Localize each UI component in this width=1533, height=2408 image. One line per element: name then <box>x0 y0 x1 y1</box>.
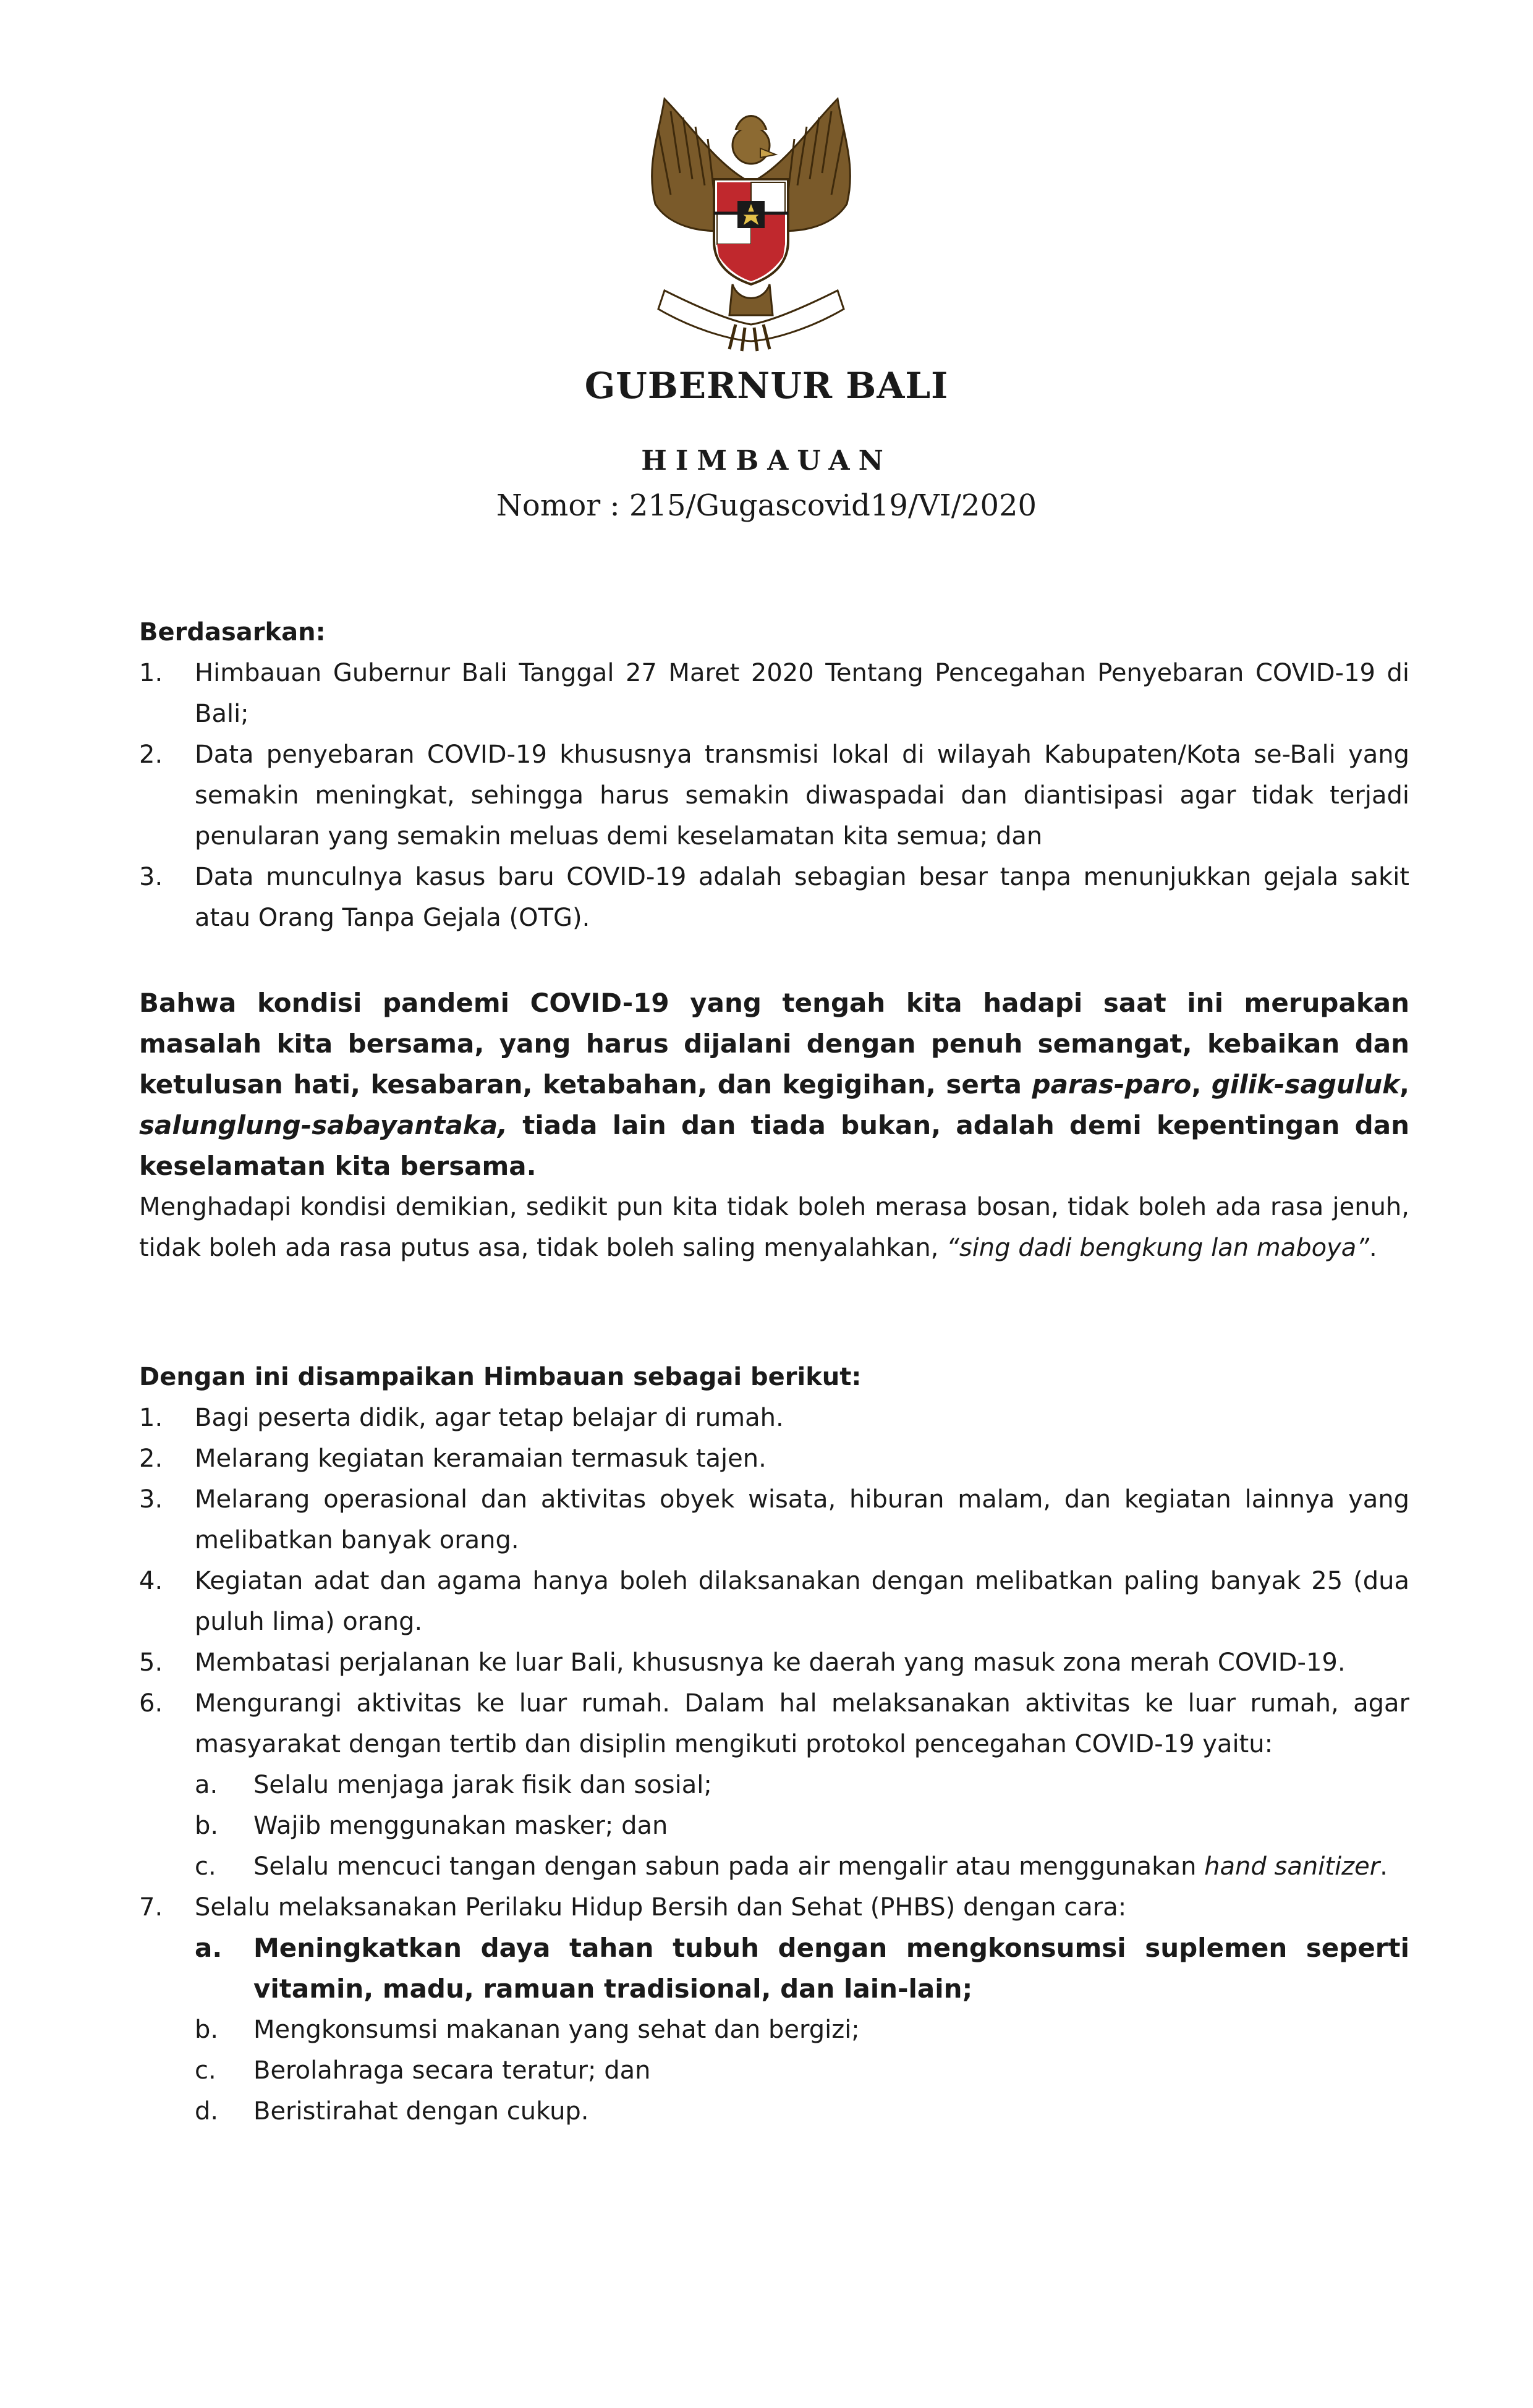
item-number: 6. <box>139 1689 163 1718</box>
sublist-item <box>195 1928 1409 2009</box>
sub-item-text: Meningkatkan daya tahan tubuh dengan mengkonsumsi suplemen seperti vitamin, madu, ramuan tradisional, dan lain-lain; <box>253 1933 1409 2004</box>
sublist-item <box>195 1846 1409 1887</box>
item-text: Melarang operasional dan aktivitas obyek wisata, hiburan malam, dan kegiatan lainnya yang melibatkan banyak orang. <box>195 1485 1409 1554</box>
item-number: 7. <box>139 1893 163 1922</box>
basis-heading: Berdasarkan: <box>139 618 326 647</box>
list-item <box>139 1683 1409 1887</box>
list-item <box>139 653 1409 734</box>
statement-italic: gilik-saguluk <box>1211 1069 1400 1100</box>
statement-paragraph <box>139 983 1409 1187</box>
garuda-emblem-icon <box>621 87 881 352</box>
list-item <box>139 857 1409 938</box>
list-item <box>139 734 1409 857</box>
protocol-sublist <box>195 1765 1409 1887</box>
item-number: 1. <box>139 659 163 687</box>
document-number: Nomor : 215/Gugascovid19/VI/2020 <box>496 488 1037 523</box>
sub-item-letter: b. <box>195 2016 219 2044</box>
sub-item-text: Selalu menjaga jarak fisik dan sosial; <box>253 1771 712 1799</box>
sub-item-text: Selalu mencuci tangan dengan sabun pada air mengalir atau menggunakan <box>253 1852 1205 1881</box>
statement-italic: salunglung-sabayantaka, <box>139 1110 508 1140</box>
follow-end: . <box>1369 1234 1377 1262</box>
item-number: 5. <box>139 1648 163 1677</box>
sublist-item <box>195 2091 1409 2132</box>
item-number: 4. <box>139 1567 163 1595</box>
follow-paragraph <box>139 1187 1409 1268</box>
sub-item-italic: hand sanitizer <box>1204 1852 1380 1881</box>
item-text: Data penyebaran COVID-19 khususnya transmisi lokal di wilayah Kabupaten/Kota se-Bali yang semakin meningkat, sehingga harus semakin diwaspadai dan diantisipasi agar tidak terjadi penularan yang semakin meluas demi keselamatan kita semua; dan <box>195 740 1409 850</box>
list-item <box>139 1887 1409 2132</box>
sub-item-text: Berolahraga secara teratur; dan <box>253 2056 651 2085</box>
item-text: Membatasi perjalanan ke luar Bali, khususnya ke daerah yang masuk zona merah COVID-19. <box>195 1648 1346 1677</box>
appeal-list <box>139 1397 1409 2132</box>
sub-item-text: Beristirahat dengan cukup. <box>253 2097 589 2126</box>
sub-item-letter: b. <box>195 1812 219 1840</box>
sub-item-letter: c. <box>195 2056 216 2085</box>
statement-text: tiada lain dan tiada bukan, adalah demi kepentingan dan keselamatan kita bersama. <box>139 1110 1409 1181</box>
document-type: HIMBAUAN <box>641 445 892 477</box>
list-item <box>139 1438 1409 1479</box>
item-text: Melarang kegiatan keramaian termasuk tajen. <box>195 1444 766 1473</box>
sub-item-letter: d. <box>195 2097 219 2126</box>
sub-item-end: . <box>1380 1852 1388 1881</box>
basis-list <box>139 653 1409 938</box>
basis-section <box>139 612 1409 938</box>
item-number: 3. <box>139 1485 163 1514</box>
item-text: Mengurangi aktivitas ke luar rumah. Dalam hal melaksanakan aktivitas ke luar rumah, agar masyarakat dengan tertib dan disiplin mengikuti protokol pencegahan COVID-19 yaitu: <box>195 1689 1409 1758</box>
item-number: 1. <box>139 1404 163 1432</box>
item-number: 2. <box>139 740 163 769</box>
appeal-section <box>139 1357 1409 2132</box>
statement-text: Bahwa kondisi pandemi COVID-19 yang tengah kita hadapi saat ini merupakan masalah kita bersama, yang harus dijalani dengan penuh semangat, kebaikan dan ketulusan hati, kesabaran, ketabahan, dan kegigihan, serta <box>139 988 1409 1100</box>
sub-item-text: Wajib menggunakan masker; dan <box>253 1812 668 1840</box>
list-item <box>139 1397 1409 1438</box>
sublist-item <box>195 2050 1409 2091</box>
statement-section <box>139 983 1409 1268</box>
list-item <box>139 1642 1409 1683</box>
statement-sep: , <box>1191 1069 1212 1100</box>
list-item <box>139 1479 1409 1561</box>
governor-title: GUBERNUR BALI <box>584 365 949 407</box>
item-text: Selalu melaksanakan Perilaku Hidup Bersih dan Sehat (PHBS) dengan cara: <box>195 1893 1127 1922</box>
sublist-item <box>195 2009 1409 2050</box>
item-text: Kegiatan adat dan agama hanya boleh dilaksanakan dengan melibatkan paling banyak 25 (dua puluh lima) orang. <box>195 1567 1409 1636</box>
item-text: Data munculnya kasus baru COVID-19 adalah sebagian besar tanpa menunjukkan gejala sakit atau Orang Tanpa Gejala (OTG). <box>195 863 1409 932</box>
sublist-item <box>195 1805 1409 1846</box>
sub-item-letter: a. <box>195 1771 218 1799</box>
item-number: 2. <box>139 1444 163 1473</box>
follow-italic: “sing dadi bengkung lan maboya” <box>946 1234 1370 1262</box>
item-text: Bagi peserta didik, agar tetap belajar di rumah. <box>195 1404 784 1432</box>
appeal-heading: Dengan ini disampaikan Himbauan sebagai berikut: <box>139 1363 862 1391</box>
statement-sep: , <box>1399 1069 1409 1100</box>
sublist-item <box>195 1765 1409 1805</box>
follow-text: Menghadapi kondisi demikian, sedikit pun kita tidak boleh merasa bosan, tidak boleh ada rasa jenuh, tidak boleh ada rasa putus asa, tidak boleh saling menyalahkan, <box>139 1193 1409 1262</box>
list-item <box>139 1561 1409 1642</box>
sub-item-text: Mengkonsumsi makanan yang sehat dan bergizi; <box>253 2016 860 2044</box>
statement-italic: paras-paro <box>1032 1069 1192 1100</box>
item-text: Himbauan Gubernur Bali Tanggal 27 Maret 2020 Tentang Pencegahan Penyebaran COVID-19 di Bali; <box>195 659 1409 728</box>
item-number: 3. <box>139 863 163 891</box>
phbs-sublist <box>195 1928 1409 2132</box>
sub-item-letter: c. <box>195 1852 216 1881</box>
sub-item-letter: a. <box>195 1933 223 1963</box>
